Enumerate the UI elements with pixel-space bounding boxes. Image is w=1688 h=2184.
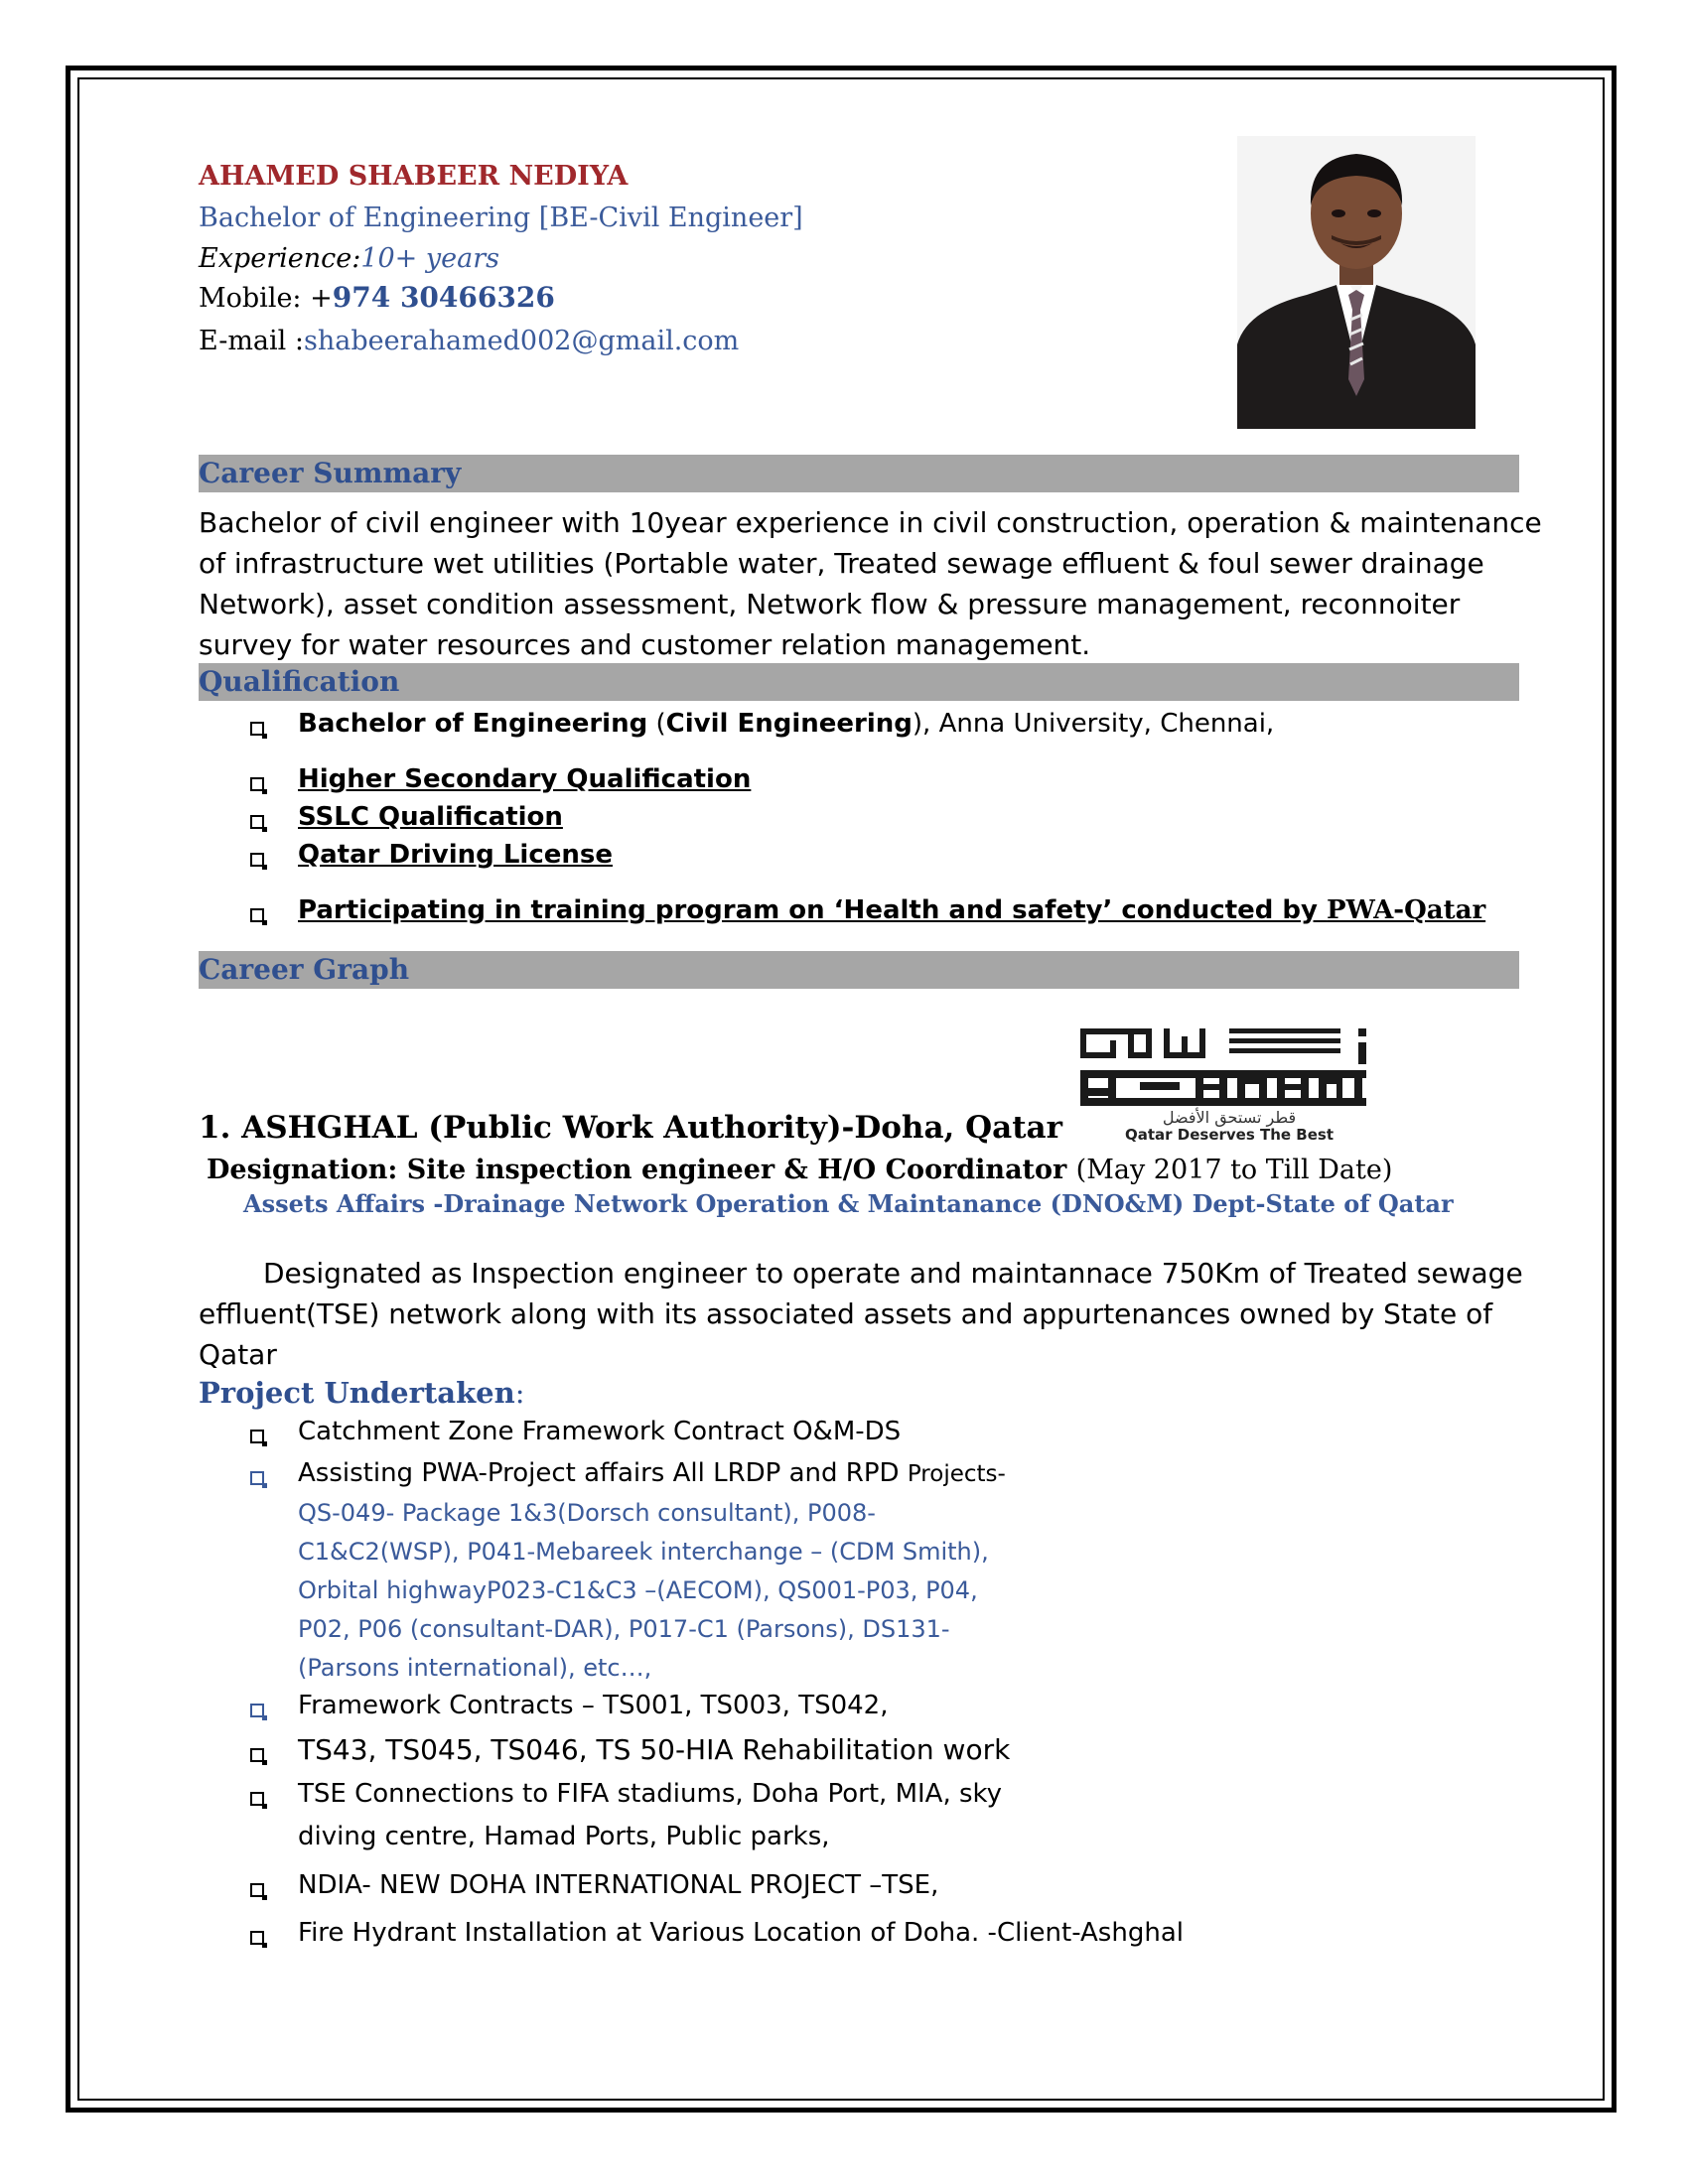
project-item-7: Fire Hydrant Installation at Various Location of Doha. -Client-Ashghal: [298, 1918, 1184, 1948]
project-item-2-suffix: Projects-: [907, 1461, 1006, 1487]
project-item-2-text: Assisting PWA-Project affairs All LRDP and RPD: [298, 1458, 908, 1488]
employer-title: 1. ASHGHAL (Public Work Authority)-Doha, Qatar: [199, 1110, 1062, 1146]
career-summary-heading-bar: [199, 455, 1519, 492]
degree: Bachelor of Engineering [BE-Civil Engineer]: [199, 203, 803, 233]
qualification-item-3: SSLC Qualification: [298, 802, 563, 832]
experience: [199, 243, 499, 274]
training-text: Participating in training program on ‘Health and safety’ conducted by: [298, 895, 1328, 925]
project-sub-line-1: QS-049- Package 1&3(Dorsch consultant), P008-: [298, 1499, 876, 1527]
project-item-3: Framework Contracts – TS001, TS003, TS042,: [298, 1691, 889, 1720]
career-summary-line-1: Bachelor of civil engineer with 10year experience in civil construction, operation & maintenance: [199, 506, 1542, 539]
profile-photo: [1237, 136, 1476, 429]
training-org: PWA-Qatar: [1327, 895, 1486, 925]
candidate-name: AHAMED SHABEER NEDIYA: [199, 161, 629, 192]
bullet-icon: [250, 1883, 264, 1897]
mobile-value: 974 30466326: [332, 281, 555, 314]
logo-arabic-tagline: قطر تستحق الأفضل: [1162, 1108, 1297, 1127]
qualification-heading: Qualification: [199, 665, 400, 698]
project-heading-text: Project Undertaken: [199, 1376, 515, 1410]
bullet-icon: [250, 1704, 264, 1717]
email-label: E-mail :: [199, 326, 304, 356]
qualification-item-5: [298, 895, 1485, 925]
career-graph-heading-bar: [199, 951, 1519, 989]
career-summary-line-3: Network), asset condition assessment, Network flow & pressure management, reconnoiter: [199, 588, 1461, 620]
project-item-5-line-2: diving centre, Hamad Ports, Public parks,: [298, 1822, 830, 1851]
project-sub-line-2: C1&C2(WSP), P041-Mebareek interchange – (CDM Smith),: [298, 1538, 989, 1566]
bullet-icon: [250, 853, 264, 867]
qualification-item-2: Higher Secondary Qualification: [298, 764, 752, 794]
career-summary-line-2: of infrastructure wet utilities (Portable water, Treated sewage effluent & foul sewer drainage: [199, 547, 1484, 580]
project-item-5-line-1: TSE Connections to FIFA stadiums, Doha Port, MIA, sky: [298, 1779, 1003, 1809]
career-summary-line-4: survey for water resources and customer relation management.: [199, 628, 1091, 661]
description-line-1: Designated as Inspection engineer to operate and maintannace 750Km of Treated sewage: [263, 1257, 1523, 1290]
bullet-icon: [250, 1430, 264, 1443]
logo-english-tagline: Qatar Deserves The Best: [1124, 1126, 1335, 1144]
project-item-2: [298, 1458, 1006, 1488]
degree-branch: Civil Engineering: [665, 709, 913, 739]
project-item-4: TS43, TS045, TS046, TS 50-HIA Rehabilitation work: [298, 1733, 1011, 1766]
description-line-2: effluent(TSE) network along with its associated assets and appurtenances owned by State of: [199, 1297, 1493, 1330]
experience-label: Experience:: [199, 243, 361, 274]
university: ), Anna University, Chennai,: [912, 709, 1275, 739]
paren-open: (: [647, 709, 666, 739]
career-graph-heading: Career Graph: [199, 953, 410, 986]
mobile-label: Mobile: +: [199, 283, 333, 314]
experience-value: 10+ years: [360, 243, 499, 274]
description-line-3: Qatar: [199, 1338, 277, 1371]
qualification-heading-bar: [199, 663, 1519, 701]
project-item-1: Catchment Zone Framework Contract O&M-DS: [298, 1417, 902, 1446]
portrait-illustration: [1237, 136, 1476, 429]
bullet-icon: [250, 1792, 264, 1806]
project-undertaken-heading: [199, 1376, 525, 1410]
designation-title: Designation: Site inspection engineer & H/O Coordinator: [207, 1155, 1076, 1185]
bullet-icon: [250, 722, 264, 736]
project-sub-line-4: P02, P06 (consultant-DAR), P017-C1 (Parsons), DS131-: [298, 1615, 950, 1643]
email: [199, 326, 739, 356]
qualification-item-1: [298, 709, 1274, 739]
project-sub-line-5: (Parsons international), etc…,: [298, 1654, 652, 1682]
bullet-icon: [250, 815, 264, 829]
career-summary-heading: Career Summary: [199, 457, 462, 489]
project-heading-colon: :: [514, 1376, 525, 1410]
project-item-6: NDIA- NEW DOHA INTERNATIONAL PROJECT –TSE,: [298, 1870, 939, 1900]
degree-name: Bachelor of Engineering: [298, 709, 648, 739]
bullet-icon: [250, 1748, 264, 1762]
email-link[interactable]: shabeerahamed002@gmail.com: [303, 326, 740, 356]
bullet-icon: [250, 908, 264, 922]
mobile: [199, 281, 555, 314]
department: Assets Affairs -Drainage Network Operation & Maintanance (DNO&M) Dept-State of Qatar: [243, 1189, 1454, 1218]
project-sub-line-3: Orbital highwayP023-C1&C3 –(AECOM), QS001-P03, P04,: [298, 1576, 978, 1604]
employment-dates: (May 2017 to Till Date): [1075, 1155, 1393, 1185]
ashghal-logo: [1080, 1028, 1378, 1146]
bullet-icon: [250, 1471, 264, 1485]
qualification-item-4: Qatar Driving License: [298, 840, 613, 870]
bullet-icon: [250, 1931, 264, 1945]
bullet-icon: [250, 777, 264, 791]
designation: [207, 1155, 1392, 1185]
